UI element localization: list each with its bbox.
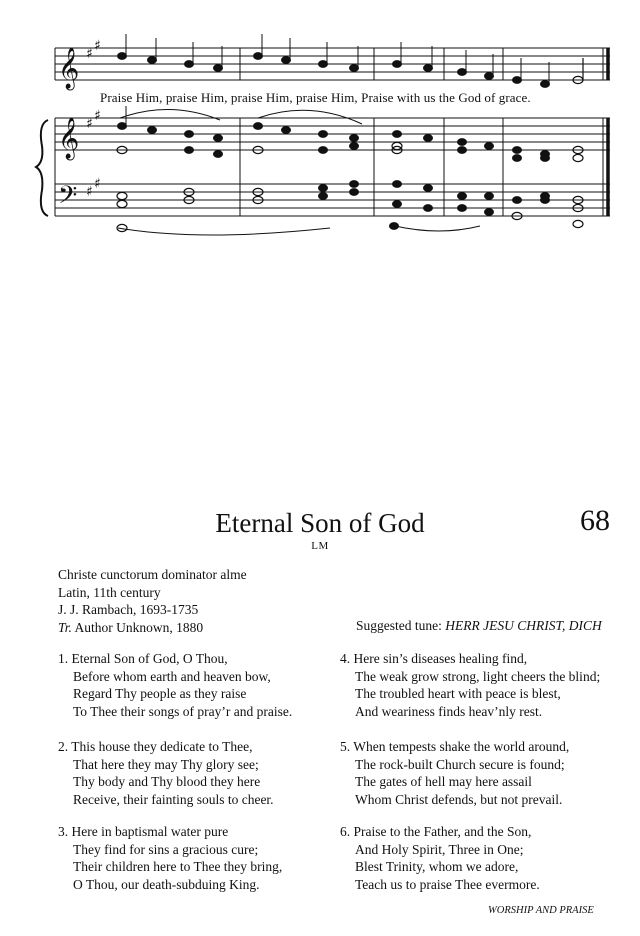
translator-line xyxy=(58,619,247,637)
verse-line: That here they may Thy glory see; xyxy=(73,756,259,772)
verse-line: They find for sins a gracious cure; xyxy=(73,841,259,857)
verse-6 xyxy=(340,823,540,893)
verse-line: To Thee their songs of pray’r and praise. xyxy=(73,703,293,719)
verse-line: 3. Here in baptismal water pure xyxy=(58,824,229,839)
svg-text:♯: ♯ xyxy=(86,116,93,132)
hymn-number: 68 xyxy=(580,504,610,537)
verse-line: 2. This house they dedicate to Thee, xyxy=(58,739,253,754)
credit-line: Christe cunctorum dominator alme xyxy=(58,567,247,582)
verse-line: And Holy Spirit, Three in One; xyxy=(355,841,524,857)
treble-staff xyxy=(55,118,610,150)
section-footer: WORSHIP AND PRAISE xyxy=(488,905,594,916)
verse-4 xyxy=(340,650,600,720)
translator-name: Author Unknown, 1880 xyxy=(71,619,204,635)
svg-text:♯: ♯ xyxy=(94,176,101,192)
verse-3 xyxy=(58,823,282,893)
hymn-credits xyxy=(58,566,247,636)
music-score xyxy=(0,0,640,250)
verse-line: Thy body and Thy blood they here xyxy=(73,774,261,789)
verse-1 xyxy=(58,650,292,720)
tune-label: Suggested tune: xyxy=(356,618,442,633)
verse-line: 5. When tempests shake the world around, xyxy=(340,739,570,754)
svg-text:♯: ♯ xyxy=(94,38,101,54)
melody-staff xyxy=(55,48,610,80)
svg-text:𝄞: 𝄞 xyxy=(58,48,80,89)
verse-line: Blest Trinity, whom we adore, xyxy=(355,859,519,874)
verse-line: Receive, their fainting souls to cheer. xyxy=(73,791,274,807)
svg-text:♯: ♯ xyxy=(94,108,101,124)
hymn-meter: LM xyxy=(311,540,329,552)
verse-line: 1. Eternal Son of God, O Thou, xyxy=(58,651,228,666)
verse-5 xyxy=(340,738,569,808)
suggested-tune xyxy=(356,618,602,634)
translator-prefix: Tr. xyxy=(58,619,72,635)
verse-2 xyxy=(58,738,274,808)
verse-line: 4. Here sin’s diseases healing find, xyxy=(340,651,528,666)
credit-line: Latin, 11th century xyxy=(58,584,161,600)
verse-line: The troubled heart with peace is blest, xyxy=(355,686,561,701)
tune-name: HERR JESU CHRIST, DICH xyxy=(445,618,602,633)
verse-line: And weariness finds heav’nly rest. xyxy=(355,703,543,719)
hymn-title: Eternal Son of God xyxy=(215,508,425,538)
verse-line: O Thou, our death-subduing King. xyxy=(73,876,260,892)
verse-line: The weak grow strong, light cheers the blind; xyxy=(355,668,601,684)
credit-line: J. J. Rambach, 1693-1735 xyxy=(58,602,199,617)
verse-line: Teach us to praise Thee evermore. xyxy=(355,876,540,892)
verse-line: Their children here to Thee they bring, xyxy=(73,859,283,874)
music-lyric: Praise Him, praise Him, praise Him, praise Him, Praise with us the God of grace. xyxy=(100,90,531,105)
verse-line: Whom Christ defends, but not prevail. xyxy=(355,791,563,807)
verse-line: The rock-built Church secure is found; xyxy=(355,756,565,772)
verse-line: 6. Praise to the Father, and the Son, xyxy=(340,824,532,839)
verse-line: The gates of hell may here assail xyxy=(355,774,532,789)
svg-text:♯: ♯ xyxy=(86,184,93,200)
verse-line: Before whom earth and heaven bow, xyxy=(73,668,271,684)
bass-staff xyxy=(55,184,610,216)
verse-line: Regard Thy people as they raise xyxy=(73,686,247,701)
svg-text:𝄢: 𝄢 xyxy=(58,181,78,216)
svg-text:𝄞: 𝄞 xyxy=(58,118,80,159)
svg-text:♯: ♯ xyxy=(86,46,93,62)
